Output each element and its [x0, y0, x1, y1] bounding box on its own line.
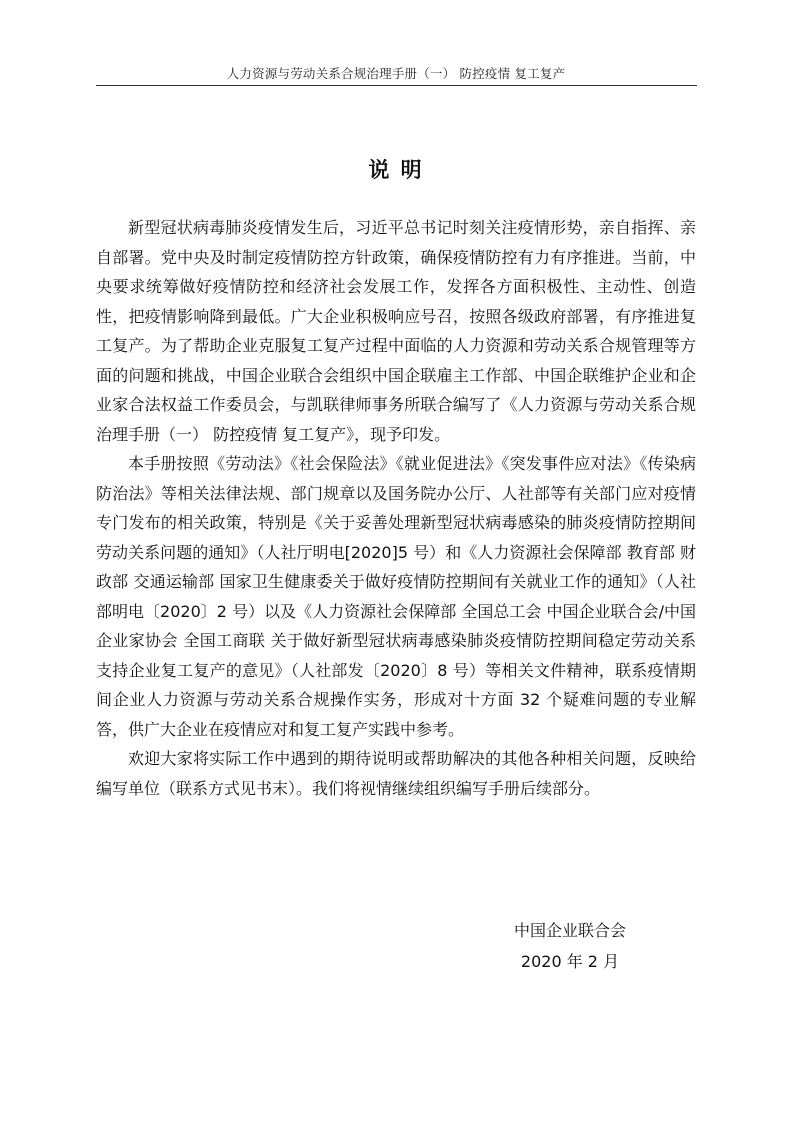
- signature-block: [508, 915, 632, 977]
- running-header: 人力资源与劳动关系合规治理手册（一） 防控疫情 复工复产: [226, 66, 566, 81]
- paragraph-basis: 本手册按照《劳动法》《社会保险法》《就业促进法》《突发事件应对法》《传染病防治法》等相关法律法规、部门规章以及国务院办公厅、人社部等有关部门应对疫情专门发布的相关政策，特别是《关于妥善处理新型冠状病毒感染的肺炎疫情防控期间劳动关系问题的通知》（人社厅明电[2020]5 号）和《人力资源社会保障部 教育部 财政部 交通运输部 国家卫生健康委关于做好疫情防控期间有关就业工作的通知》（人社部明电〔2020〕2 号）以及《人力资源社会保障部 全国总工会 中国企业联合会/中国企业家协会 全国工商联 关于做好新型冠状病毒感染肺炎疫情防控期间稳定劳动关系支持企业复工复产的意见》（人社部发〔2020〕8 号）等相关文件精神，联系疫情期间企业人力资源与劳动关系合规操作实务，形成对十方面 32 个疑难问题的专业解答，供广大企业在疫情应对和复工复产实践中参考。: [96, 454, 696, 739]
- page-title: 说 明: [368, 157, 424, 182]
- header-divider: [96, 85, 697, 86]
- signature-date: 2020 年 2 月: [520, 952, 620, 971]
- signature-organization: 中国企业联合会: [513, 921, 626, 940]
- document-body: [96, 213, 696, 803]
- paragraph-intro: 新型冠状病毒肺炎疫情发生后，习近平总书记时刻关注疫情形势，亲自指挥、亲自部署。党中央及时制定疫情防控方针政策，确保疫情防控有力有序推进。当前，中央要求统筹做好疫情防控和经济社会发展工作，发挥各方面积极性、主动性、创造性，把疫情影响降到最低。广大企业积极响应号召，按照各级政府部署，有序推进复工复产。为了帮助企业克服复工复产过程中面临的人力资源和劳动关系合规管理等方面的问题和挑战，中国企业联合会组织中国企联雇主工作部、中国企联维护企业和企业家合法权益工作委员会，与凯联律师事务所联合编写了《人力资源与劳动关系合规治理手册（一） 防控疫情 复工复产》，现予印发。: [96, 218, 696, 444]
- paragraph-feedback: 欢迎大家将实际工作中遇到的期待说明或帮助解决的其他各种相关问题，反映给编写单位（联系方式见书末）。我们将视情继续组织编写手册后续部分。: [96, 749, 696, 798]
